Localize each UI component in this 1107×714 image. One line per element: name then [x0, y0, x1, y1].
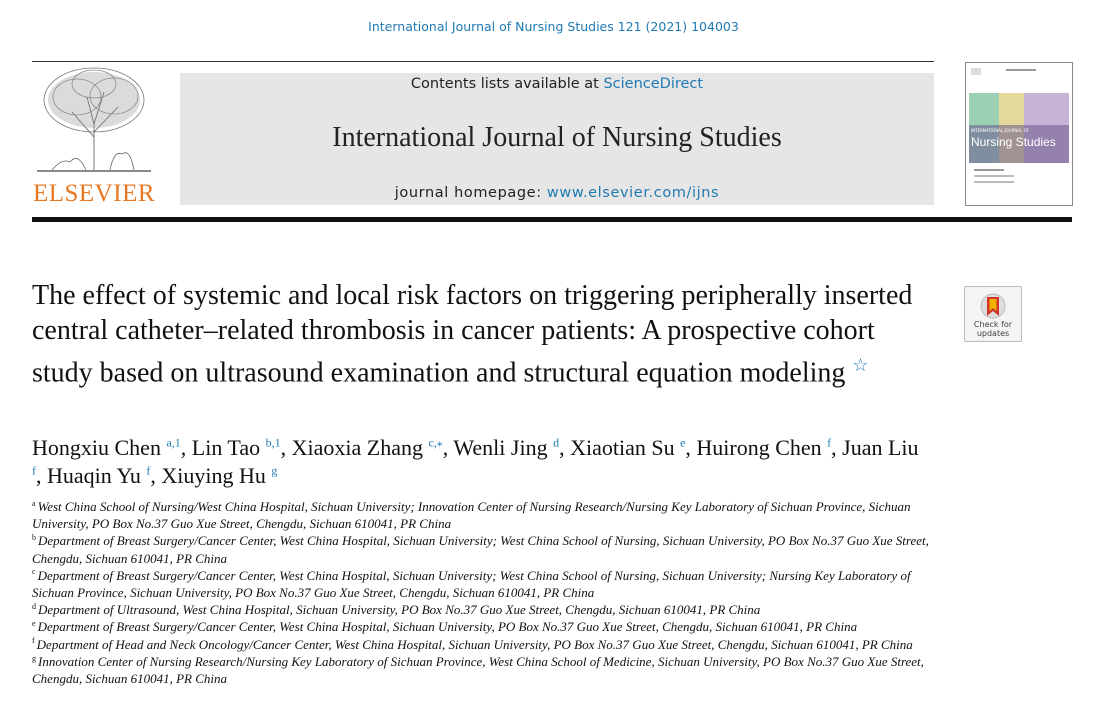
- article-title: [32, 279, 932, 391]
- affiliation-key: d: [32, 601, 36, 611]
- check-label-line1: Check for: [973, 320, 1013, 329]
- homepage-prefix: journal homepage:: [394, 185, 547, 201]
- check-for-updates-button[interactable]: [964, 286, 1022, 342]
- check-label-line2: updates: [976, 329, 1010, 338]
- affiliation-text: Department of Breast Surgery/Cancer Center, West China Hospital, Sichuan University; West China School of Nursing, Sichuan University; Nursing Key Laboratory of Sichuan Province, Sichuan University, PO Box No.37 Guo Xue Street, Chengdu, Sichuan 610041, PR China: [32, 567, 911, 601]
- author-affiliation-ref[interactable]: g: [271, 463, 278, 478]
- author-affiliation-ref[interactable]: e: [680, 435, 686, 450]
- author[interactable]: [192, 435, 281, 460]
- affiliation-key: c: [32, 567, 36, 577]
- contents-prefix: Contents lists available at: [410, 76, 604, 92]
- affiliation-item: [32, 567, 942, 601]
- author-name[interactable]: Juan Liu: [842, 435, 919, 460]
- author-affiliation-ref[interactable]: a,1: [166, 435, 181, 450]
- elsevier-tree-icon: [32, 62, 156, 174]
- journal-cover-thumbnail[interactable]: [965, 62, 1073, 206]
- affiliation-key: b: [32, 533, 36, 543]
- journal-citation[interactable]: [0, 19, 1107, 34]
- header-divider: [32, 217, 1072, 222]
- affiliation-text: Department of Ultrasound, West China Hospital, Sichuan University, PO Box No.37 Guo Xue Street, Chengdu, Sichuan 610041, PR China: [38, 602, 761, 618]
- author-affiliation-ref[interactable]: f: [32, 463, 36, 478]
- author-separator: ,: [280, 435, 292, 460]
- author-name[interactable]: Xiaotian Su: [570, 435, 675, 460]
- affiliation-item: [32, 653, 942, 687]
- sciencedirect-link[interactable]: ScienceDirect: [603, 76, 704, 92]
- contents-line: [180, 76, 934, 92]
- author-list: [32, 434, 932, 490]
- author[interactable]: [453, 435, 559, 460]
- author-affiliation-ref[interactable]: b,1: [265, 435, 281, 450]
- affiliation-key: f: [32, 636, 35, 646]
- article-title-text: The effect of systemic and local risk factors on triggering peripherally inserted central catheter–related thrombosis in cancer patients: A prospective cohort study based on ultrasound examination and structural equation modeling: [32, 280, 913, 389]
- elsevier-wordmark: ELSEVIER: [32, 180, 156, 207]
- affiliation-item: [32, 532, 942, 566]
- author[interactable]: [292, 435, 443, 460]
- author-name[interactable]: Hongxiu Chen: [32, 435, 161, 460]
- author[interactable]: [161, 463, 277, 488]
- cover-subtitle: INTERNATIONAL JOURNAL OF: [971, 128, 1030, 133]
- affiliation-text: West China School of Nursing/West China Hospital, Sichuan University; Innovation Center of Nursing Research/Nursing Key Laboratory of Sichuan Province, Sichuan University, PO Box No.37 Guo Xue Street, Chengdu, Sichuan 610041, PR China: [32, 499, 911, 532]
- cover-title: Nursing Studies: [971, 135, 1056, 149]
- author-separator: ,: [685, 435, 697, 460]
- elsevier-logo[interactable]: [32, 62, 156, 208]
- affiliation-text: Department of Head and Neck Oncology/Cancer Center, West China Hospital, Sichuan University, PO Box No.37 Guo Xue Street, Chengdu, Sichuan 610041, PR China: [36, 636, 913, 652]
- affiliation-item: [32, 636, 942, 653]
- author-affiliation-ref[interactable]: f: [146, 463, 151, 478]
- author-separator: ,: [559, 435, 571, 460]
- author-name[interactable]: Xiaoxia Zhang: [291, 435, 423, 460]
- author-affiliation-ref[interactable]: d: [553, 435, 560, 450]
- affiliation-key: e: [32, 619, 36, 629]
- title-footnote-star-icon[interactable]: ☆: [852, 355, 869, 375]
- affiliation-item: [32, 601, 942, 618]
- author-separator: ,: [180, 435, 192, 460]
- author-separator: ,: [442, 435, 454, 460]
- author-name[interactable]: Xiuying Hu: [161, 463, 266, 488]
- author[interactable]: [696, 435, 831, 460]
- affiliation-text: Department of Breast Surgery/Cancer Center, West China Hospital, Sichuan University; West China School of Nursing, Sichuan University, PO Box No.37 Guo Xue Street, Chengdu, Sichuan 610041, PR China: [32, 533, 929, 566]
- affiliation-text: Department of Breast Surgery/Cancer Center, West China Hospital, Sichuan University, PO Box No.37 Guo Xue Street, Chengdu, Sichuan 610041, PR China: [37, 619, 858, 635]
- affiliation-item: [32, 498, 942, 532]
- homepage-link[interactable]: www.elsevier.com/ijns: [546, 185, 720, 201]
- author-name[interactable]: Wenli Jing: [453, 435, 548, 460]
- cover-art-image: [966, 63, 1072, 205]
- affiliation-key: a: [32, 498, 36, 508]
- homepage-line: [180, 185, 934, 201]
- author-affiliation-ref[interactable]: f: [827, 435, 832, 450]
- author-affiliation-ref[interactable]: c,⁎: [428, 435, 443, 450]
- journal-banner: [180, 73, 934, 205]
- journal-title: International Journal of Nursing Studies: [332, 122, 782, 153]
- author-separator: ,: [36, 463, 47, 488]
- affiliation-text: Innovation Center of Nursing Research/Nursing Key Laboratory of Sichuan Province, West China School of Medicine, Sichuan University, PO Box No.37 Guo Xue Street, Chengdu, Sichuan 610041, PR China: [32, 653, 924, 687]
- author-separator: ,: [831, 435, 843, 460]
- affiliation-item: [32, 618, 942, 635]
- author[interactable]: [570, 435, 685, 460]
- author-name[interactable]: Huaqin Yu: [47, 463, 141, 488]
- author[interactable]: [47, 463, 150, 488]
- author-separator: ,: [150, 463, 162, 488]
- affiliation-list: [32, 498, 942, 687]
- header-top-line: [32, 61, 934, 62]
- author[interactable]: [32, 435, 181, 460]
- affiliation-key: g: [32, 653, 36, 663]
- author-name[interactable]: Lin Tao: [191, 435, 261, 460]
- check-for-updates-label: [965, 320, 1021, 338]
- author-name[interactable]: Huirong Chen: [696, 435, 822, 460]
- citation-link[interactable]: International Journal of Nursing Studies 121 (2021) 104003: [368, 19, 739, 34]
